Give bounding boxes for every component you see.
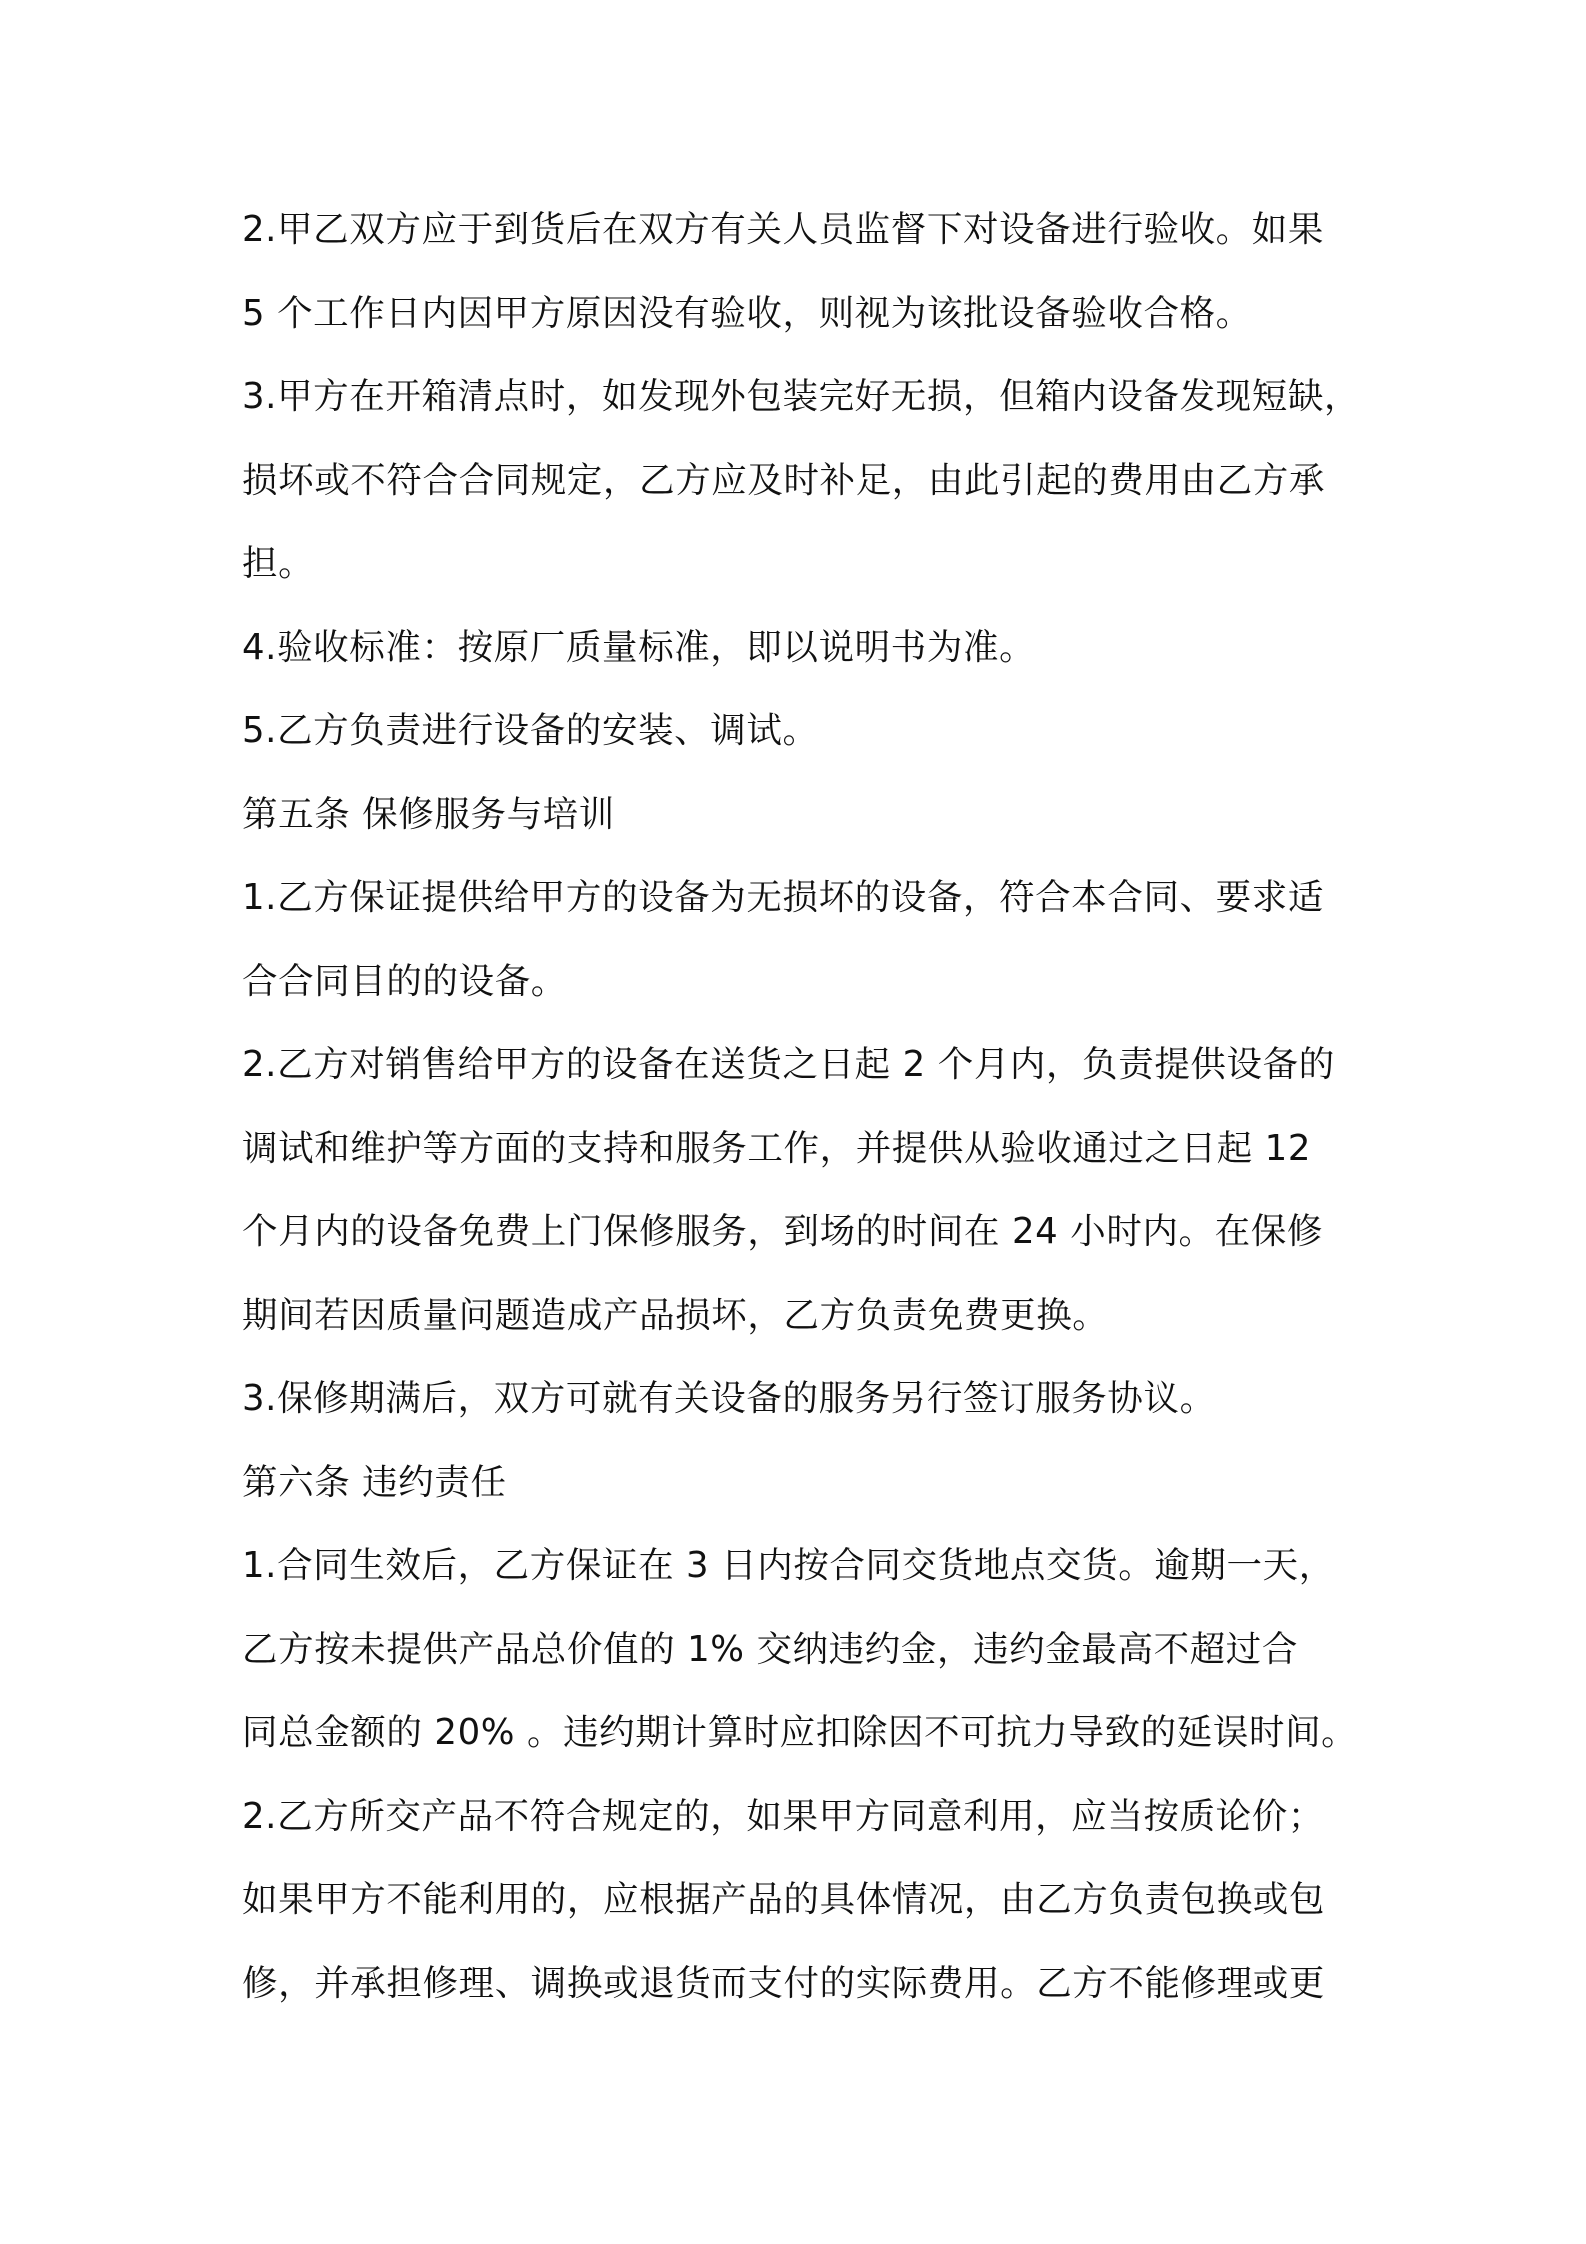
text-line: 合合同目的的设备。: [242, 960, 567, 1002]
text-line: 调试和维护等方面的支持和服务工作，并提供从验收通过之日起 12: [242, 1127, 1312, 1169]
section-heading: 第五条 保修服务与培训: [242, 793, 615, 835]
text-line: 2.甲乙双方应于到货后在双方有关人员监督下对设备进行验收。如果: [242, 209, 1324, 250]
text-line: 个月内的设备免费上门保修服务，到场的时间在 24 小时内。在保修: [242, 1211, 1323, 1252]
text-line: 1.合同生效后，乙方保证在 3 日内按合同交货地点交货。逾期一天，: [242, 1545, 1335, 1586]
text-line: 2.乙方所交产品不符合规定的，如果甲方同意利用，应当按质论价；: [242, 1795, 1324, 1837]
text-line: 修，并承担修理、调换或退货而支付的实际费用。乙方不能修理或更: [242, 1962, 1326, 2004]
text-line: 担。: [242, 543, 315, 584]
text-line: 3.保修期满后，双方可就有关设备的服务另行签订服务协议。: [242, 1378, 1216, 1419]
text-line: 2.乙方对销售给甲方的设备在送货之日起 2 个月内，负责提供设备的: [242, 1044, 1335, 1085]
text-line: 1.乙方保证提供给甲方的设备为无损坏的设备，符合本合同、要求适: [242, 877, 1324, 918]
text-line: 如果甲方不能利用的，应根据产品的具体情况，由乙方负责包换或包: [242, 1879, 1326, 1920]
text-line: 同总金额的 20% 。违约期计算时应扣除因不可抗力导致的延误时间。: [242, 1712, 1358, 1753]
text-line: 损坏或不符合合同规定，乙方应及时补足，由此引起的费用由乙方承: [242, 459, 1326, 501]
text-line: 乙方按未提供产品总价值的 1% 交纳违约金，违约金最高不超过合: [242, 1628, 1298, 1670]
text-line: 5.乙方负责进行设备的安装、调试。: [242, 710, 819, 751]
document-body: [242, 198, 1392, 2035]
text-line: 期间若因质量问题造成产品损坏，乙方负责免费更换。: [242, 1294, 1109, 1336]
text-line: 5 个工作日内因甲方原因没有验收，则视为该批设备验收合格。: [242, 292, 1252, 334]
text-line: 3.甲方在开箱清点时，如发现外包装完好无损，但箱内设备发现短缺，: [242, 376, 1361, 417]
section-heading: 第六条 违约责任: [242, 1461, 507, 1503]
text-line: 4.验收标准：按原厂质量标准，即以说明书为准。: [242, 626, 1036, 668]
